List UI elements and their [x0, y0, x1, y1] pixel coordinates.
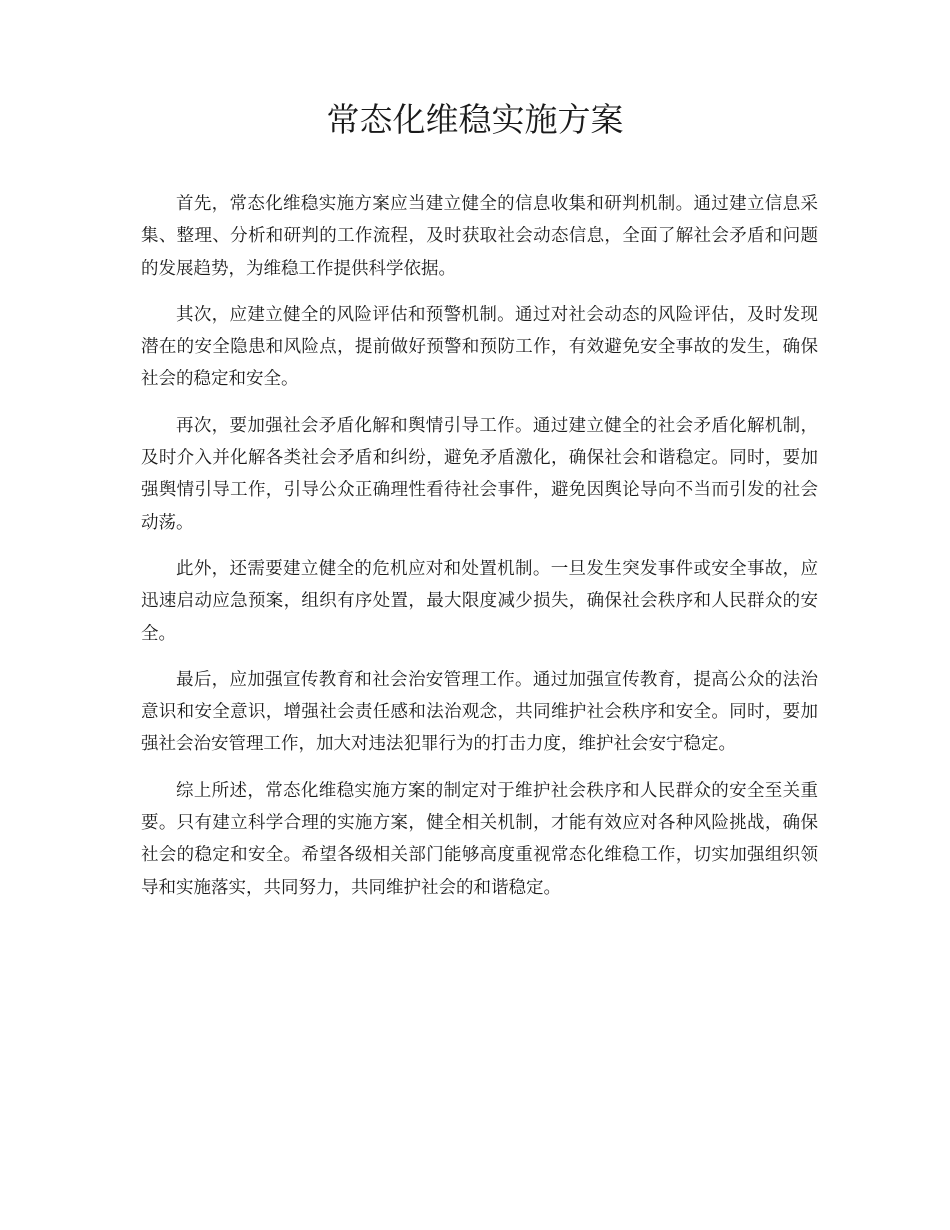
- paragraph-2: 其次，应建立健全的风险评估和预警机制。通过对社会动态的风险评估，及时发现潜在的安全隐患和风险点，提前做好预警和预防工作，有效避免安全事故的发生，确保社会的稳定和安全。: [141, 304, 818, 390]
- paragraph-4: 此外，还需要建立健全的危机应对和处置机制。一旦发生突发事件或安全事故，应迅速启动应急预案，组织有序处置，最大限度减少损失，确保社会秩序和人民群众的安全。: [141, 558, 818, 644]
- paragraph-5: 最后，应加强宣传教育和社会治安管理工作。通过加强宣传教育，提高公众的法治意识和安全意识，增强社会责任感和法治观念，共同维护社会秩序和安全。同时，要加强社会治安管理工作，加大对违法犯罪行为的打击力度，维护社会安宁稳定。: [141, 669, 818, 755]
- paragraph-3: 再次，要加强社会矛盾化解和舆情引导工作。通过建立健全的社会矛盾化解机制，及时介入并化解各类社会矛盾和纠纷，避免矛盾激化，确保社会和谐稳定。同时，要加强舆情引导工作，引导公众正确理性看待社会事件，避免因舆论导向不当而引发的社会动荡。: [141, 415, 818, 533]
- document-title: 常态化维稳实施方案: [326, 100, 624, 139]
- paragraph-1: 首先，常态化维稳实施方案应当建立健全的信息收集和研判机制。通过建立信息采集、整理、分析和研判的工作流程，及时获取社会动态信息，全面了解社会矛盾和问题的发展趋势，为维稳工作提供科学依据。: [141, 194, 818, 279]
- document-body: [141, 188, 818, 918]
- paragraph-6: 综上所述，常态化维稳实施方案的制定对于维护社会秩序和人民群众的安全至关重要。只有建立科学合理的实施方案，健全相关机制，才能有效应对各种风险挑战，确保社会的稳定和安全。希望各级相关部门能够高度重视常态化维稳工作，切实加强组织领导和实施落实，共同努力，共同维护社会的和谐稳定。: [141, 780, 818, 898]
